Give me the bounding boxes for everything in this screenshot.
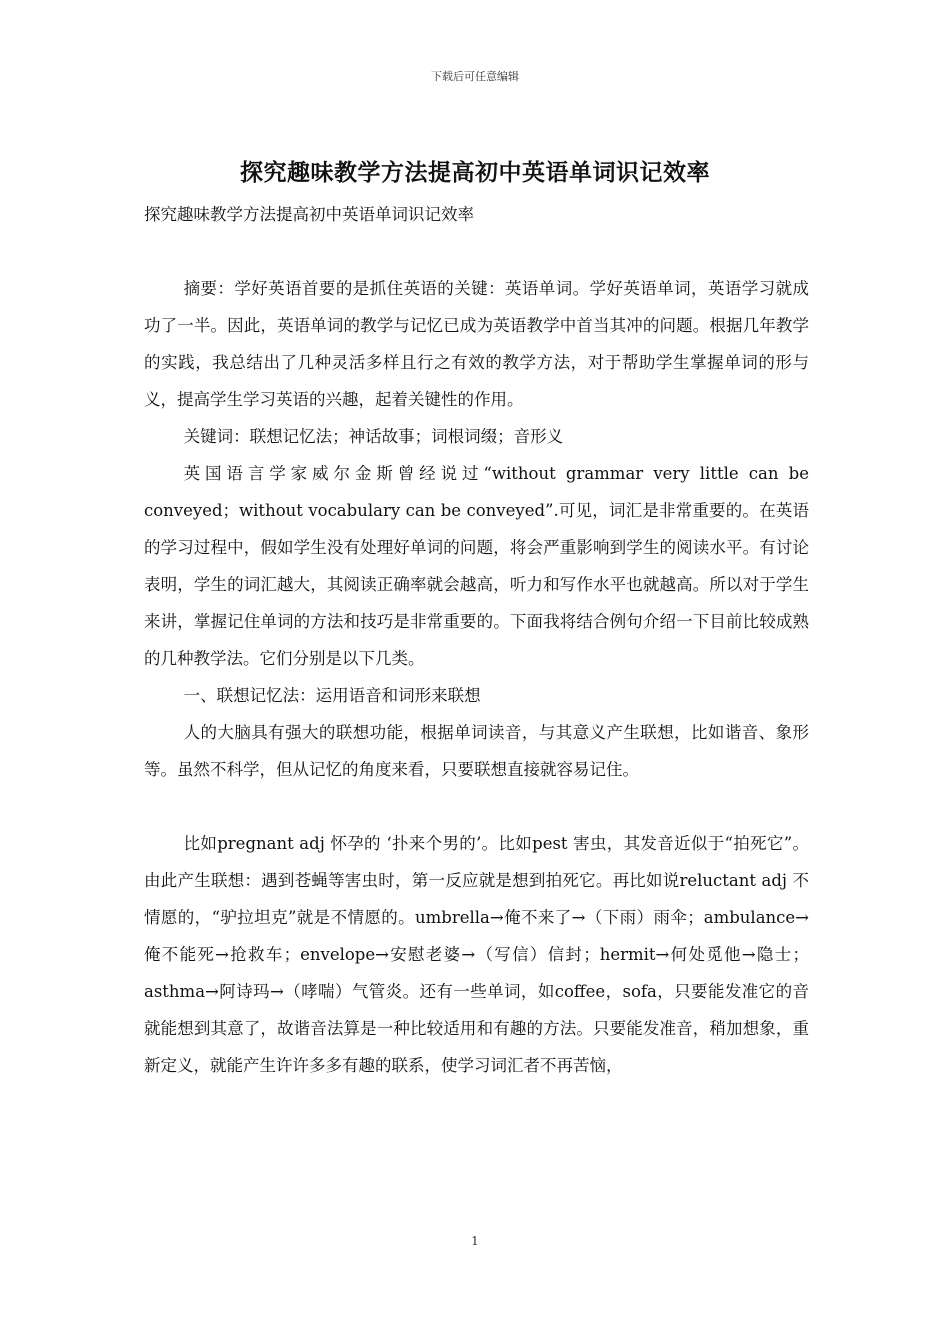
abstract-paragraph: 摘要：学好英语首要的是抓住英语的关键：英语单词。学好英语单词，英语学习就成功了一半。因此，英语单词的教学与记忆已成为英语教学中首当其冲的问题。根据几年教学的实践，我总结出了几种灵活多样且行之有效的教学方法，对于帮助学生掌握单词的形与义，提高学生学习英语的兴趣，起着关键性的作用。 — [144, 279, 809, 409]
section-heading: 一、联想记忆法：运用语音和词形来联想 — [183, 686, 481, 705]
intro-paragraph: 英国语言学家威尔金斯曾经说过“without grammar very little can be conveyed；without vocabulary can be conveyed”.可见，词汇是非常重要的。在英语的学习过程中，假如学生没有处理好单词的问题，将会严重影响到学生的阅读水平。有讨论表明，学生的词汇越大，其阅读正确率就会越高，听力和写作水平也就越高。所以对于学生来讲，掌握记住单词的方法和技巧是非常重要的。下面我将结合例句介绍一下目前比较成熟的几种教学法。它们分别是以下几类。 — [144, 464, 809, 668]
document-title: 探究趣味教学方法提高初中英语单词识记效率 — [240, 159, 710, 186]
document-subtitle: 探究趣味教学方法提高初中英语单词识记效率 — [144, 205, 474, 224]
body-paragraph: 人的大脑具有强大的联想功能，根据单词读音，与其意义产生联想，比如谐音、象形等。虽然不科学，但从记忆的角度来看，只要联想直接就容易记住。 — [144, 723, 809, 779]
body-paragraph: 比如pregnant adj 怀孕的 ‘扑来个男的’。比如pest 害虫，其发音近似于“拍死它”。由此产生联想：遇到苍蝇等害虫时，第一反应就是想到拍死它。再比如说reluctant adj 不情愿的，“驴拉坦克”就是不情愿的。umbrella→俺不来了→（下雨）雨伞；ambulance→俺不能死→抢救车；envelope→安慰老婆→（写信）信封；hermit→何处觅他→隐士；asthma→阿诗玛→（哮喘）气管炎。还有一些单词，如coffee，sofa，只要能发准它的音就能想到其意了，故谐音法算是一种比较适用和有趣的方法。只要能发准音，稍加想象，重新定义，就能产生许许多多有趣的联系，使学习词汇者不再苦恼， — [144, 834, 809, 1075]
document-body — [144, 270, 809, 1084]
keywords-paragraph: 关键词：联想记忆法；神话故事；词根词缀；音形义 — [183, 427, 564, 446]
page-header-note: 下载后可任意编辑 — [431, 70, 519, 83]
page-number: 1 — [471, 1234, 479, 1248]
